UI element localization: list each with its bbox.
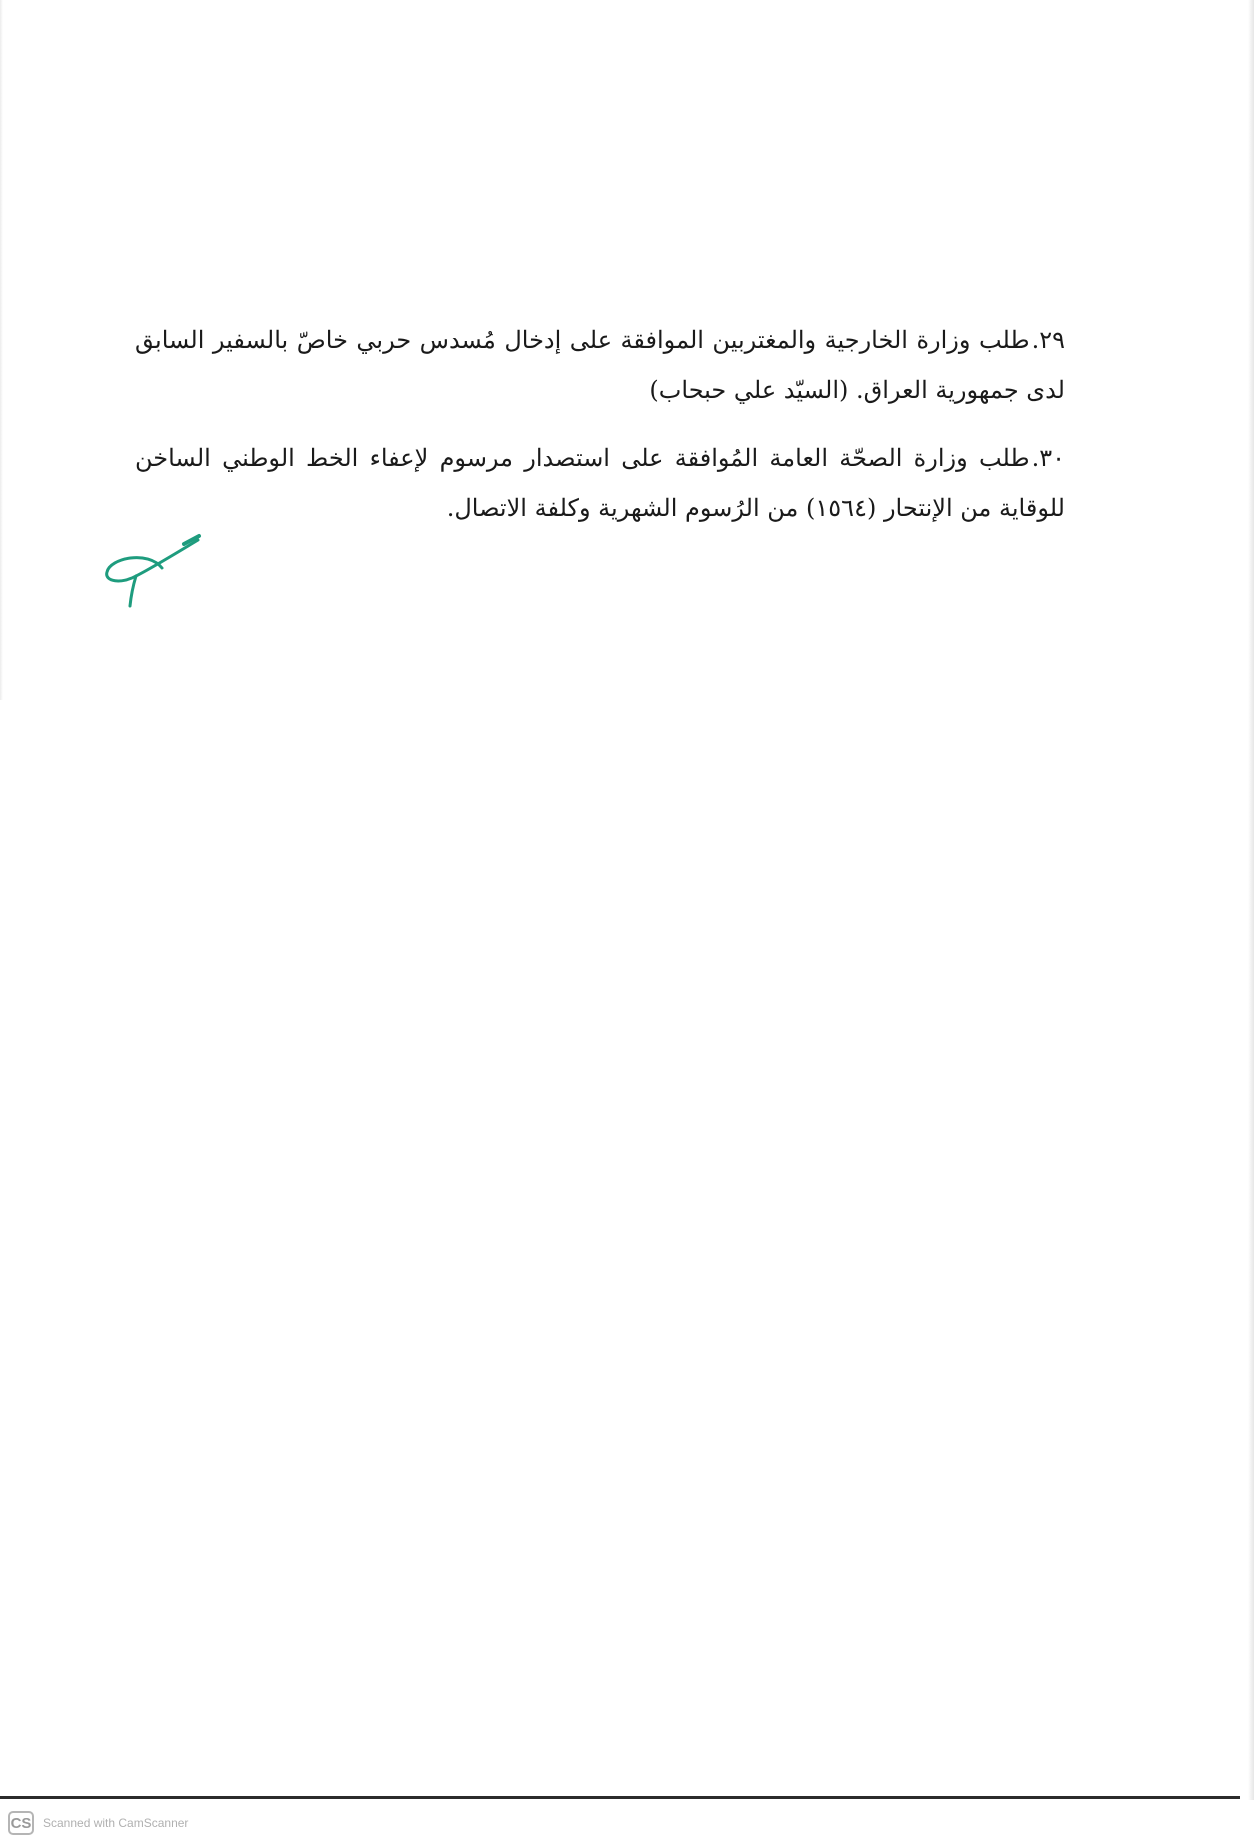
signature-stroke <box>130 576 136 606</box>
camscanner-logo-icon: CS <box>8 1811 34 1835</box>
item-text: طلب وزارة الصحّة العامة المُوافقة على استصدار مرسوم لإعفاء الخط الوطني الساخن للوقاية من الإنتحار (١٥٦٤) من الرُسوم الشهرية وكلفة الاتصال. <box>135 444 1065 522</box>
page-edge <box>1248 0 1254 1800</box>
scan-edge-shadow <box>0 0 3 700</box>
handwritten-signature <box>100 528 210 610</box>
item-number: ٢٩. <box>1031 326 1065 354</box>
footer-rule <box>0 1796 1240 1799</box>
signature-stroke <box>107 540 198 581</box>
agenda-item <box>135 433 1065 533</box>
scanner-footer <box>8 1808 188 1838</box>
agenda-item <box>135 315 1065 415</box>
item-text: طلب وزارة الخارجية والمغتربين الموافقة على إدخال مُسدس حربي خاصّ بالسفير السابق لدى جمهورية العراق. (السيّد علي حبحاب) <box>135 326 1065 404</box>
agenda-items <box>135 315 1065 551</box>
item-number: ٣٠. <box>1031 444 1065 472</box>
scanner-watermark-text: Scanned with CamScanner <box>43 1816 189 1830</box>
